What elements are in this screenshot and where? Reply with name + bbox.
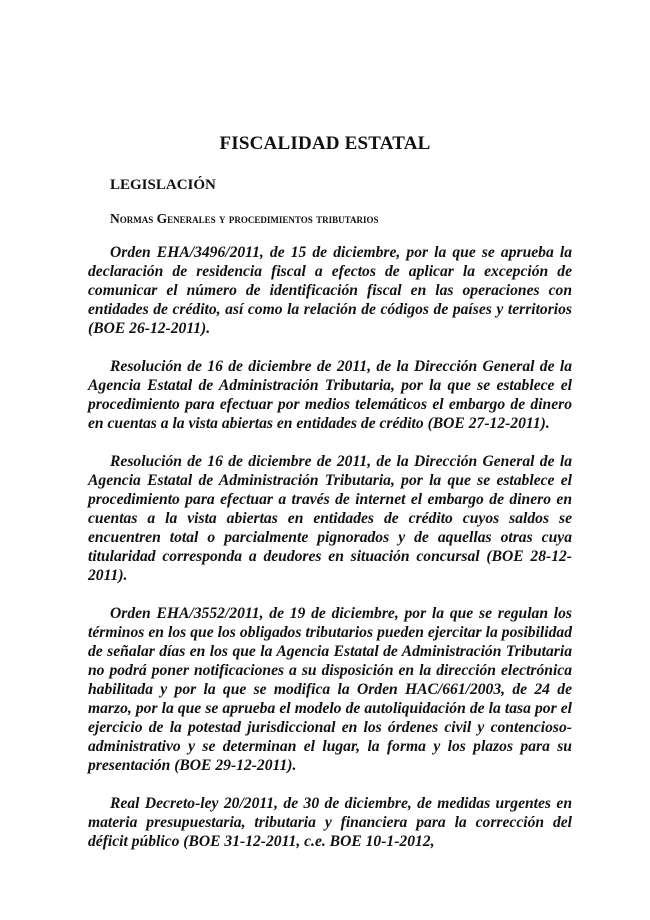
subsection-heading: Normas Generales y procedimientos tributarios — [110, 211, 379, 226]
page-title: FISCALIDAD ESTATAL — [219, 133, 431, 154]
legislation-entry: Orden EHA/3552/2011, de 19 de diciembre, por la que se regulan los términos en los que los obligados tributarios pueden ejercitar la posibilidad de señalar días en los que la Agencia Estatal de Administración Tributaria no podrá poner notificaciones a su disposición en la dirección electrónica habilitada y por la que se modifica la Orden HAC/661/2003, de 24 de marzo, por la que se aprueba el modelo de autoliquidación de la tasa por el ejercicio de la potestad jurisdiccional en los órdenes civil y contencioso-administrativo y se determinan el lugar, la forma y los plazos para su presentación (BOE 29-12-2011). — [88, 605, 572, 774]
legislation-entry: Resolución de 16 de diciembre de 2011, de la Dirección General de la Agencia Estatal de Administración Tributaria, por la que se establece el procedimiento para efectuar por medios telemáticos el embargo de dinero en cuentas a la vista abiertas en entidades de crédito (BOE 27-12-2011). — [88, 358, 572, 432]
section-heading: LEGISLACIÓN — [110, 177, 216, 193]
legislation-entry: Real Decreto-ley 20/2011, de 30 de diciembre, de medidas urgentes en materia presupuestaria, tributaria y financiera para la corrección del déficit público (BOE 31-12-2011, c.e. BOE 10-1-2012, — [88, 795, 572, 850]
legislation-list — [88, 243, 572, 870]
legislation-entry: Resolución de 16 de diciembre de 2011, de la Dirección General de la Agencia Estatal de Administración Tributaria, por la que se establece el procedimiento para efectuar a través de internet el embargo de dinero en cuentas a la vista abiertas en entidades de crédito cuyos saldos se encuentren total o parcialmente pignorados y de aquellas otras cuya titularidad corresponda a deudores en situación concursal (BOE 28-12-2011). — [88, 453, 572, 584]
legislation-entry: Orden EHA/3496/2011, de 15 de diciembre, por la que se aprueba la declaración de residencia fiscal a efectos de aplicar la excepción de comunicar el número de identificación fiscal en las operaciones con entidades de crédito, así como la relación de códigos de países y territorios (BOE 26-12-2011). — [88, 244, 572, 337]
